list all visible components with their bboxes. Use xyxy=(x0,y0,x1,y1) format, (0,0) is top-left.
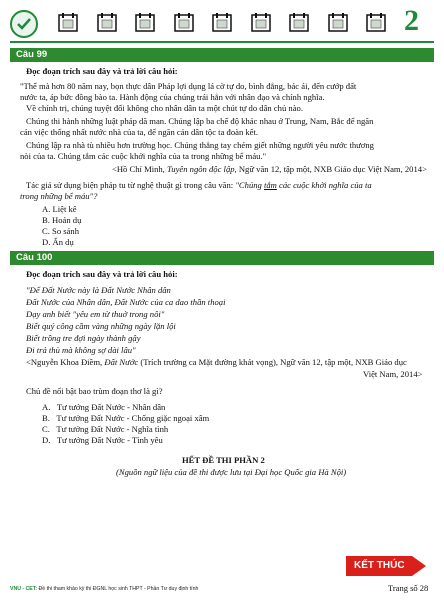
answer-option[interactable]: B. Tư tưởng Đất Nước - Chống giặc ngoại xâm xyxy=(42,413,210,423)
poem-line: Đất Nước của Nhân dân, Đất Nước của ca dao thần thoại xyxy=(26,297,226,307)
nav-grid-icon[interactable] xyxy=(366,12,386,32)
question-text: Tác giả sử dụng biện pháp tu từ nghệ thuật gì trong câu văn: "Chúng tắm các cuộc khởi nghĩa của ta xyxy=(26,180,372,190)
answer-option[interactable]: C. Tư tưởng Đất Nước - Nghĩa tình xyxy=(42,424,169,434)
passage-source: <Hồ Chí Minh, Tuyên ngôn độc lập, Ngữ văn 12, tập một, NXB Giáo dục Việt Nam, 2014> xyxy=(112,164,427,174)
question-instruction: Đọc đoạn trích sau đây và trả lời câu hỏi: xyxy=(26,66,178,76)
answer-option[interactable]: B. Hoán dụ xyxy=(42,215,82,225)
end-button[interactable] xyxy=(346,556,426,576)
passage-line: Chúng thi hành những luật pháp dã man. Chúng lập ba chế độ khác nhau ở Trung, Nam, Bắc để ngăn xyxy=(26,116,374,126)
question-instruction: Đọc đoạn trích sau đây và trả lời câu hỏi: xyxy=(26,269,178,279)
nav-grid-icon[interactable] xyxy=(289,12,309,32)
poem-source-line2: Việt Nam, 2014> xyxy=(363,369,423,379)
question-label-bar xyxy=(10,48,434,62)
end-section-note: (Nguồn ngữ liệu của đề thi được lưu tại Đại học Quốc gia Hà Nội) xyxy=(116,467,347,477)
arrow-right-icon xyxy=(412,556,426,576)
answer-option[interactable]: D. Tư tưởng Đất Nước - Tình yêu xyxy=(42,435,163,445)
answer-option[interactable]: C. So sánh xyxy=(42,226,80,236)
nav-grid-icon[interactable] xyxy=(135,12,155,32)
nav-grid-icon[interactable] xyxy=(212,12,232,32)
nav-grid-icon[interactable] xyxy=(328,12,348,32)
passage-line: nước ta, áp bức đồng bào ta. Hành động của chúng trái hẳn với nhân đạo và chính nghĩa. xyxy=(20,92,325,102)
passage-line: Về chính trị, chúng tuyệt đối không cho nhân dân ta một chút tự do dân chủ nào. xyxy=(26,103,303,113)
poem-line: Đi trả thù mà không sợ dài lâu" xyxy=(26,345,136,355)
end-button-label: KẾT THÚC xyxy=(354,560,405,571)
answer-option[interactable]: A. Tư tưởng Đất Nước - Nhân dân xyxy=(42,402,166,412)
nav-grid-icon[interactable] xyxy=(251,12,271,32)
question-text: Chủ đề nổi bật bao trùm đoạn thơ là gì? xyxy=(26,386,163,396)
footer-note: VNU - CET: Đề thi tham khảo kỳ thi ĐGNL học sinh THPT - Phần Tư duy định tính xyxy=(10,586,199,592)
poem-line: Biết trồng tre đợi ngày thành gậy xyxy=(26,333,141,343)
question-label: Câu 100 xyxy=(16,252,53,263)
logo-icon xyxy=(10,10,38,38)
section-number: 2 xyxy=(404,4,419,37)
passage-line: "Thế mà hơn 80 năm nay, bọn thực dân Pháp lợi dụng lá cờ tự do, bình đẳng, bác ái, đến cướp đất xyxy=(20,81,357,91)
poem-line: Dạy anh biết "yêu em từ thuở trong nôi" xyxy=(26,309,165,319)
passage-line: nòi của ta. Chúng tắm các cuộc khởi nghĩa của ta trong những bể máu." xyxy=(20,151,267,161)
passage-line: Chúng lập ra nhà tù nhiều hơn trường học. Chúng thẳng tay chém giết những người yêu nước thương xyxy=(26,140,374,150)
nav-toolbar xyxy=(58,12,386,32)
poem-line: Biết quý công cầm vàng những ngày lặn lội xyxy=(26,321,176,331)
header-divider xyxy=(10,41,434,43)
question-label: Câu 99 xyxy=(16,49,48,60)
poem-line: "Để Đất Nước này là Đất Nước Nhân dân xyxy=(26,285,171,295)
question-text-line2: trong những bể máu"? xyxy=(20,191,98,201)
end-section-title: HẾT ĐỀ THI PHẦN 2 xyxy=(182,455,265,465)
poem-source: <Nguyễn Khoa Điềm, Đất Nước (Trích trường ca Mặt đường khát vọng), Ngữ văn 12, tập một, NXB Giáo dục xyxy=(26,357,407,367)
passage-line: cản việc thống nhất nước nhà của ta, để ngăn cản dân tộc ta đoàn kết. xyxy=(20,127,259,137)
answer-option[interactable]: D. Ẩn dụ xyxy=(42,237,74,247)
question-label-bar xyxy=(10,251,434,265)
answer-option[interactable]: A. Liệt kê xyxy=(42,204,77,214)
nav-grid-icon[interactable] xyxy=(58,12,78,32)
nav-grid-icon[interactable] xyxy=(97,12,117,32)
nav-grid-icon[interactable] xyxy=(174,12,194,32)
page-number: Trang số 28 xyxy=(388,583,429,593)
